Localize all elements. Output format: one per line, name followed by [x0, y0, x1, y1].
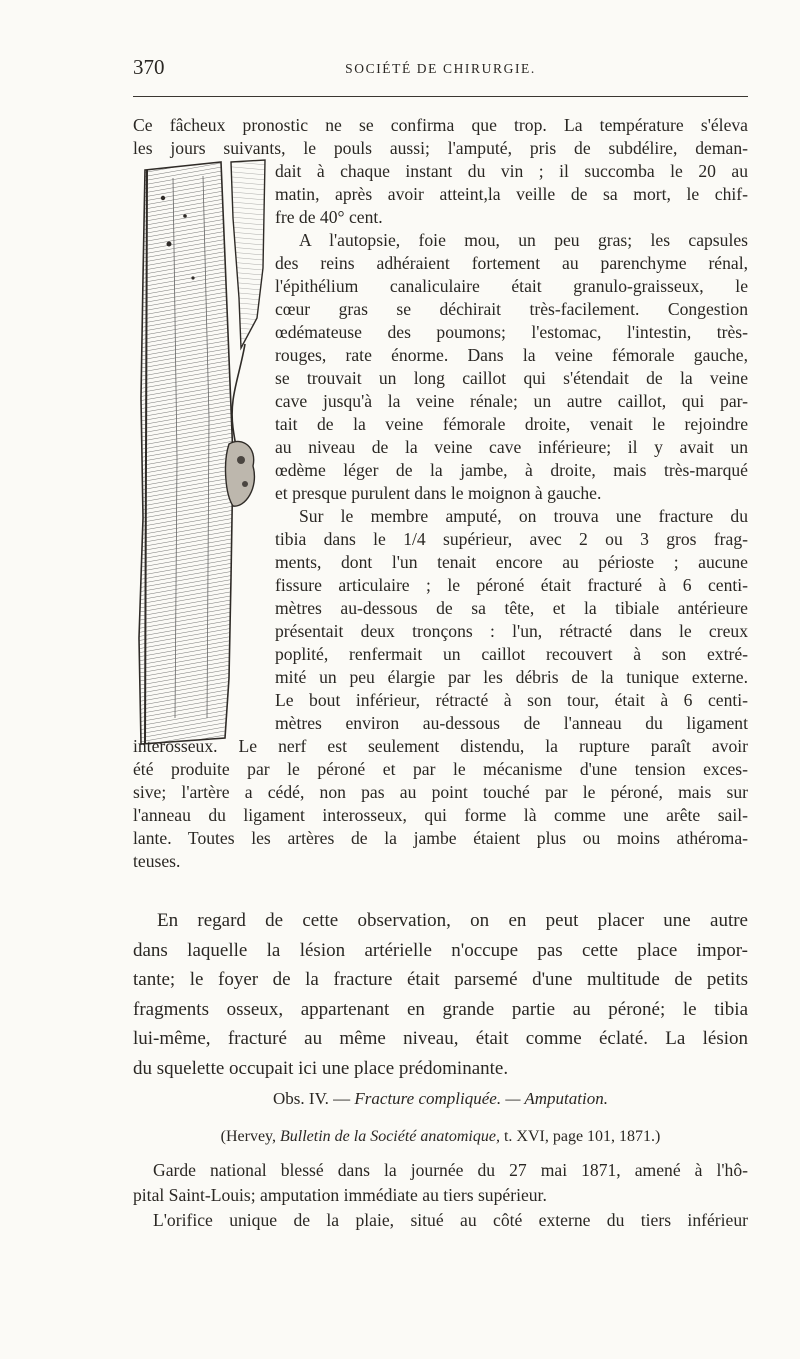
text-line: tait de la veine fémorale droite, venait le rejoindre — [275, 414, 748, 434]
text-line: interosseux. Le nerf est seulement distendu, la rupture paraît avoir — [133, 736, 748, 756]
text-line: l'anneau du ligament interosseux, qui forme là comme une arête sail- — [133, 805, 748, 825]
text-line: L'orifice unique de la plaie, situé au côté externe du tiers inférieur — [153, 1210, 748, 1230]
text-line: fre de 40° cent. — [275, 207, 383, 227]
text-line: lante. Toutes les artères de la jambe étaient plus ou moins athéroma- — [133, 828, 748, 848]
text-line: été produite par le péroné et par le mécanisme d'une tension exces- — [133, 759, 748, 779]
text-line: matin, après avoir atteint,la veille de sa mort, le chif- — [275, 184, 748, 204]
observation-heading — [133, 1086, 748, 1111]
citation-journal: Bulletin de la Société anatomique, — [280, 1128, 500, 1145]
text-line: fragments osseux, appartenant en grande partie au péroné; le tibia — [133, 998, 748, 1020]
header-rule — [133, 96, 748, 97]
text-line: Le bout inférieur, rétracté à son tour, était à 6 centi- — [275, 690, 748, 710]
page-number: 370 — [133, 55, 165, 79]
text-line: tante; le foyer de la fracture était parsemé d'une multitude de petits — [133, 969, 748, 990]
text-line: cave jusqu'à la veine rénale; un autre caillot, qui par- — [275, 391, 748, 411]
text-line: mètres environ au-dessous de l'anneau du ligament — [275, 713, 748, 733]
text-line: les jours suivants, le pouls aussi; l'amputé, pris de subdélire, deman- — [133, 138, 748, 158]
text-line: rouges, rate énorme. Dans la veine fémorale gauche, — [275, 345, 748, 365]
text-line: Ce fâcheux pronostic ne se confirma que trop. La température s'éleva — [133, 115, 748, 135]
text-line: Garde national blessé dans la journée du 27 mai 1871, amené à l'hô- — [153, 1160, 748, 1180]
citation-reference: t. XVI, page 101, 1871.) — [503, 1128, 661, 1145]
text-line: présentait deux tronçons : l'un, rétracté dans le creux — [275, 621, 748, 641]
text-line: A l'autopsie, foie mou, un peu gras; les capsules — [299, 230, 748, 250]
observation-label: Obs. IV. — — [273, 1089, 351, 1108]
text-line: tibia dans le 1/4 supérieur, avec 2 ou 3 gros frag- — [275, 529, 748, 549]
text-line: du squelette occupait ici une place prédominante. — [133, 1057, 509, 1079]
text-line: dait à chaque instant du vin ; il succomba le 20 au — [275, 161, 748, 181]
text-line: des reins adhéraient fortement au parenchyme rénal, — [275, 253, 748, 273]
page-header — [133, 55, 748, 85]
text-line: dans laquelle la lésion artérielle n'occupe pas cette place impor- — [133, 939, 748, 961]
text-line: sive; l'artère a cédé, non pas au point touché par le péroné, mais sur — [133, 782, 748, 802]
text-line: lui-même, fracturé au même niveau, était comme éclaté. La lésion — [133, 1028, 748, 1049]
text-line: Sur le membre amputé, on trouva une fracture du — [299, 506, 748, 526]
citation — [133, 1124, 748, 1149]
text-line: se trouvait un long caillot qui s'étendait de la veine — [275, 368, 748, 388]
text-line: pital Saint-Louis; amputation immédiate au tiers supérieur. — [133, 1185, 547, 1205]
citation-author: (Hervey, — [220, 1128, 276, 1145]
text-line: cœur gras se déchirait très-facilement. Congestion — [275, 299, 748, 319]
text-line: teuses. — [133, 851, 181, 871]
text-line: poplité, renfermait un caillot recouvert à son extré- — [275, 644, 748, 664]
text-line: et presque purulent dans le moignon à gauche. — [275, 483, 602, 503]
text-line: fissure articulaire ; le péroné était fracturé à 6 centi- — [275, 575, 748, 595]
text-line: En regard de cette observation, on en peut placer une autre — [157, 910, 748, 931]
text-line: mètres au-dessous de sa tête, et la tibiale antérieure — [275, 598, 748, 618]
autopsy-paragraph — [133, 114, 748, 873]
text-line: œdémateuse des poumons; l'estomac, l'intestin, très- — [275, 322, 748, 342]
text-line: ments, dont l'un tenait encore au périoste ; aucune — [275, 552, 748, 572]
comparison-paragraph — [133, 906, 748, 1083]
text-line: l'épithélium canaliculaire était granulo-graisseux, le — [275, 276, 748, 296]
text-line: œdème léger de la jambe, à droite, mais très-marqué — [275, 460, 748, 480]
running-head: SOCIÉTÉ DE CHIRURGIE. — [345, 61, 536, 76]
text-line: mité un peu élargie par les débris de la tunique externe. — [275, 667, 748, 687]
text-line: au niveau de la veine cave inférieure; il y avait un — [275, 437, 748, 457]
observation-title: Fracture compliquée. — Amputation. — [354, 1089, 608, 1108]
case-paragraph — [133, 1158, 748, 1233]
